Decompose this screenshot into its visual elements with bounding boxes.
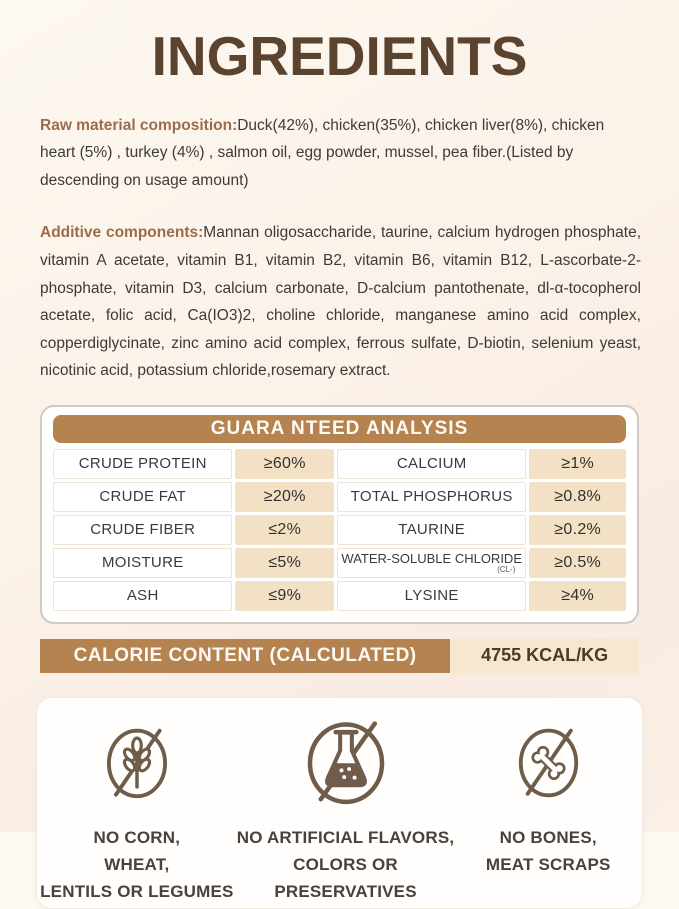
claim-label: NO CORN, WHEAT, LENTILS OR LEGUMES bbox=[40, 827, 234, 902]
no-bones-icon bbox=[510, 718, 587, 812]
analysis-cell-value: ≥0.2% bbox=[529, 515, 626, 545]
raw-material-label: Raw material composition: bbox=[40, 116, 238, 134]
analysis-cell-value: ≥4% bbox=[529, 581, 626, 611]
analysis-cell-value: ≥0.5% bbox=[529, 548, 626, 578]
raw-material-text: Duck(42%), chicken(35%), chicken liver(8%), chicken heart (5%) , turkey (4%) , salmon oil, egg powder, mussel, pea fiber.(Listed by descending on usage amount) bbox=[40, 116, 605, 189]
analysis-title: GUARA NTEED ANALYSIS bbox=[53, 415, 626, 443]
no-claims-card bbox=[36, 697, 643, 909]
analysis-cell-label: TAURINE bbox=[337, 515, 526, 545]
analysis-cell-value: ≥0.8% bbox=[529, 482, 626, 512]
claim-no-grain bbox=[37, 718, 237, 908]
guaranteed-analysis-table bbox=[40, 405, 639, 624]
claim-no-bones bbox=[454, 718, 642, 908]
additives-label: Additive components: bbox=[40, 224, 204, 242]
analysis-cell-label: CRUDE PROTEIN bbox=[53, 449, 232, 479]
page-title: INGREDIENTS bbox=[151, 25, 528, 87]
additives-text: Mannan oligosaccharide, taurine, calcium hydrogen phosphate, vitamin A acetate, vitamin B1, vitamin B2, vitamin B6, vitamin B12, L-ascorbate-2- phosphate, vitamin D3, calcium carbonate, D-calcium pantothenate, dl-α-tocopherol acetate, folic acid, Ca(IO3)2, choline chloride, manganese amino acid complex, copperdiglycinate, zinc amino acid complex, ferrous sulfate, D-biotin, selenium yeast, nicotinic acid, potassium chloride,rosemary extract. bbox=[40, 224, 641, 380]
no-grain-icon bbox=[98, 718, 176, 812]
raw-material-paragraph bbox=[40, 112, 641, 195]
analysis-cell-value: ≤2% bbox=[235, 515, 334, 545]
analysis-cell-value: ≤9% bbox=[235, 581, 334, 611]
analysis-cell-label: CALCIUM bbox=[337, 449, 526, 479]
analysis-grid bbox=[53, 449, 626, 611]
additives-paragraph bbox=[40, 219, 641, 384]
analysis-cell-label: TOTAL PHOSPHORUS bbox=[337, 482, 526, 512]
analysis-cell-value: ≥60% bbox=[235, 449, 334, 479]
analysis-cell-label-main: WATER-SOLUBLE CHLORIDE bbox=[341, 550, 522, 566]
analysis-cell-label: ASH bbox=[53, 581, 232, 611]
analysis-cell-label bbox=[337, 548, 526, 578]
analysis-cell-value: ≥1% bbox=[529, 449, 626, 479]
analysis-cell-label: LYSINE bbox=[337, 581, 526, 611]
calorie-content-label: CALORIE CONTENT (CALCULATED) bbox=[40, 639, 450, 673]
calorie-content-value: 4755 KCAL/KG bbox=[450, 639, 639, 673]
analysis-cell-label: CRUDE FAT bbox=[53, 482, 232, 512]
claim-label: NO BONES, MEAT SCRAPS bbox=[485, 827, 611, 875]
claim-no-artificial bbox=[237, 718, 455, 908]
analysis-cell-value: ≤5% bbox=[235, 548, 334, 578]
calorie-content-bar bbox=[40, 639, 639, 673]
analysis-cell-label: MOISTURE bbox=[53, 548, 232, 578]
analysis-cell-value: ≥20% bbox=[235, 482, 334, 512]
claim-label: NO ARTIFICIAL FLAVORS, COLORS OR PRESERVATIVES bbox=[236, 827, 455, 902]
analysis-cell-label: CRUDE FIBER bbox=[53, 515, 232, 545]
analysis-cell-label-sub: (CL-) bbox=[497, 564, 516, 574]
no-artificial-icon bbox=[299, 718, 393, 812]
